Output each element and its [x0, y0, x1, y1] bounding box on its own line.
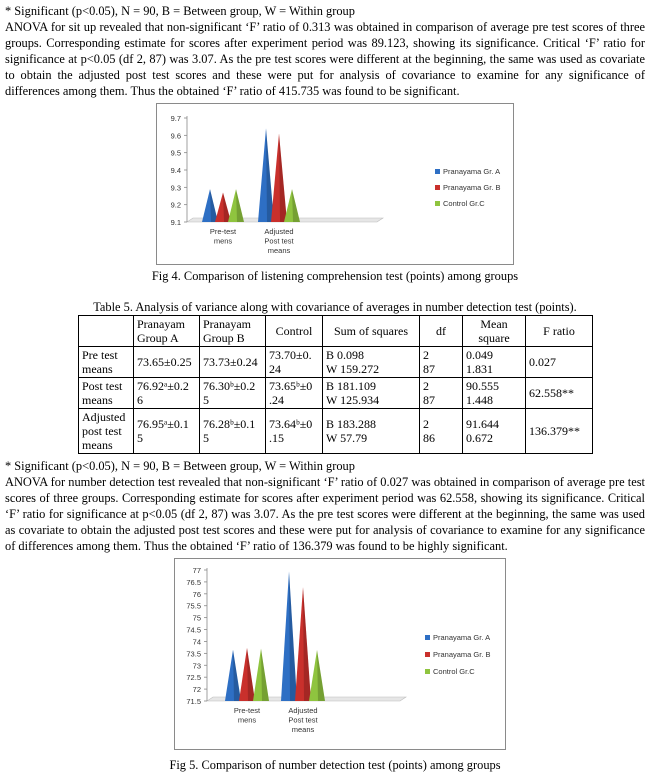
- x-category-label-line: Adjusted: [264, 227, 294, 236]
- y-tick-label: 9.7: [170, 114, 181, 123]
- df-between: 2: [423, 417, 429, 431]
- x-category-label-line: means: [291, 725, 315, 734]
- group-a-cell: 76.92ᵃ±0.2 6: [134, 378, 200, 409]
- table5-caption: Table 5. Analysis of variance along with covariance of averages in number detection test (points).: [93, 300, 577, 314]
- ss-within: W 57.79: [326, 431, 368, 445]
- y-tick-label: 73: [192, 661, 201, 671]
- legend-label: Control Gr.C: [433, 667, 475, 676]
- fig5-caption: Fig 5. Comparison of number detection test (points) among groups: [169, 758, 501, 772]
- y-tick-label: 73.5: [186, 649, 201, 659]
- y-tick-label: 9.3: [170, 183, 181, 193]
- group-a-cell: 73.65±0.25: [134, 347, 200, 378]
- table-row: [79, 378, 593, 409]
- y-tick-label: 9.1: [170, 218, 181, 227]
- ms-between: 0.049: [466, 348, 493, 362]
- f-ratio-cell: 136.379**: [526, 409, 593, 454]
- fig5-chart: [174, 558, 506, 750]
- f-ratio-cell: 62.558**: [526, 378, 593, 409]
- legend-swatch: [425, 652, 430, 657]
- legend-swatch: [425, 635, 430, 640]
- y-tick-label: 72.5: [186, 673, 201, 683]
- df-between: 2: [423, 379, 429, 393]
- fig4-caption: Fig 4. Comparison of listening comprehension test (points) among groups: [151, 269, 519, 283]
- control-cell: 73.64ᵇ±0 .15: [266, 409, 323, 454]
- y-tick-label: 76: [192, 589, 201, 599]
- y-tick-label: 9.5: [170, 148, 181, 158]
- ss-between: B 183.288: [326, 417, 377, 431]
- legend-label: Pranayama Gr. B: [443, 183, 501, 192]
- y-tick-label: 75.5: [186, 601, 201, 611]
- ss-within: W 125.934: [326, 393, 380, 407]
- group-b-cell: 76.28ᵇ±0.1 5: [200, 409, 266, 454]
- legend-swatch: [435, 169, 440, 174]
- bar-shade: [236, 189, 244, 222]
- table-header-cell: Mean square: [463, 316, 526, 347]
- table-header-cell: Sum of squares: [323, 316, 420, 347]
- table-header-cell: [79, 316, 134, 347]
- fig4-plot: [157, 104, 513, 264]
- y-tick-label: 74: [192, 637, 201, 647]
- fig4-chart: [156, 103, 514, 265]
- paragraph-sit-up: ANOVA for sit up revealed that non-significant ‘F’ ratio of 0.313 was obtained in comparison of average pre test scores of three groups. Corresponding estimate for scores after experiment period was 89.123, showing its significance. Critical ‘F’ ratio for significance at p<0.05 (df 2, 87) was 3.07. As the pre test scores were different at the beginning, the same was used as covariate to obtain the adjusted post test scores and these were put for analysis of covariance to examine for any significance of differences among them. Thus the obtained ‘F’ ratio of 415.735 was found to be significant.: [5, 20, 645, 98]
- legend-label: Pranayama Gr. A: [443, 167, 501, 176]
- df-cell: [420, 378, 463, 409]
- df-within: 87: [423, 362, 435, 376]
- x-category-label-line: means: [267, 246, 291, 255]
- y-tick-label: 9.6: [170, 131, 181, 141]
- bar-shade: [279, 134, 287, 222]
- bar-shade: [261, 649, 269, 701]
- y-tick-label: 9.2: [170, 200, 181, 210]
- sum-of-squares-cell: [323, 409, 420, 454]
- table5: [78, 315, 593, 454]
- row-label: Post test means: [79, 378, 134, 409]
- ss-between: B 0.098: [326, 348, 365, 362]
- legend-swatch: [435, 185, 440, 190]
- table-header-cell: F ratio: [526, 316, 593, 347]
- y-tick-label: 71.5: [186, 697, 201, 706]
- row-label: Pre test means: [79, 347, 134, 378]
- y-tick-label: 74.5: [186, 625, 201, 635]
- table-header-cell: Control: [266, 316, 323, 347]
- table-row: [79, 409, 593, 454]
- ms-between: 91.644: [466, 417, 499, 431]
- table-header-cell: df: [420, 316, 463, 347]
- group-b-cell: 76.30ᵇ±0.2 5: [200, 378, 266, 409]
- control-cell: 73.65ᵇ±0 .24: [266, 378, 323, 409]
- x-category-label-line: Pre-test: [233, 706, 261, 715]
- bar-shade: [303, 587, 311, 701]
- bar-shade: [292, 189, 300, 222]
- mean-square-cell: [463, 378, 526, 409]
- legend-swatch: [425, 669, 430, 674]
- table-header-cell: Pranayam Group A: [134, 316, 200, 347]
- table-header-row: [79, 316, 593, 347]
- ss-between: B 181.109: [326, 379, 377, 393]
- group-a-cell: 76.95ᵃ±0.1 5: [134, 409, 200, 454]
- group-b-cell: 73.73±0.24: [200, 347, 266, 378]
- x-category-label-line: Pre-test: [209, 227, 237, 236]
- x-category-label: [288, 706, 318, 734]
- df-cell: [420, 409, 463, 454]
- y-tick-label: 75: [192, 613, 201, 623]
- fig5-plot: [175, 559, 505, 749]
- df-cell: [420, 347, 463, 378]
- legend-label: Control Gr.C: [443, 199, 485, 208]
- y-tick-label: 76.5: [186, 577, 201, 587]
- y-tick-label: 72: [192, 685, 201, 695]
- df-within: 87: [423, 393, 435, 407]
- x-category-label-line: Post test: [288, 715, 318, 725]
- table-header-cell: Pranayam Group B: [200, 316, 266, 347]
- ms-within: 1.831: [466, 362, 493, 376]
- bar-shade: [289, 571, 297, 701]
- x-category-label: [264, 227, 294, 255]
- ms-within: 0.672: [466, 431, 493, 445]
- ss-within: W 159.272: [326, 362, 380, 376]
- bar-shade: [247, 648, 255, 701]
- bar-shade: [233, 650, 241, 701]
- table-row: [79, 347, 593, 378]
- bar-shade: [317, 650, 325, 701]
- df-within: 86: [423, 431, 435, 445]
- significance-note-top: * Significant (p<0.05), N = 90, B = Between group, W = Within group: [5, 4, 355, 18]
- y-tick-label: 9.4: [170, 166, 181, 175]
- row-label: Adjusted post test means: [79, 409, 134, 454]
- x-category-label: [210, 227, 237, 246]
- x-category-label-line: mens: [237, 715, 257, 725]
- significance-note-bottom: * Significant (p<0.05), N = 90, B = Between group, W = Within group: [5, 459, 355, 473]
- y-tick-label: 77: [192, 566, 201, 575]
- control-cell: 73.70±0. 24: [266, 347, 323, 378]
- mean-square-cell: [463, 409, 526, 454]
- x-category-label-line: Adjusted: [288, 706, 318, 715]
- ms-within: 1.448: [466, 393, 493, 407]
- f-ratio-cell: 0.027: [526, 347, 593, 378]
- mean-square-cell: [463, 347, 526, 378]
- legend-swatch: [435, 201, 440, 206]
- legend-label: Pranayama Gr. B: [433, 650, 491, 659]
- df-between: 2: [423, 348, 429, 362]
- x-category-label-line: mens: [213, 236, 233, 246]
- x-category-label-line: Post test: [264, 236, 294, 246]
- legend-label: Pranayama Gr. A: [433, 633, 491, 642]
- sum-of-squares-cell: [323, 378, 420, 409]
- ms-between: 90.555: [466, 379, 499, 393]
- paragraph-number-detection: ANOVA for number detection test revealed that non-significant ‘F’ ratio of 0.027 was obtained in comparison of average pre test scores of three groups. Corresponding estimate for scores after experiment period was 62.558, showing its significance. Critical ‘F’ ratio for significance at p<0.05 (df 2, 87) was 3.07. As the pre test scores were different at the beginning, the same was used as covariate to obtain the adjusted post test scores and these were put for analysis of covariance to examine for any significance of differences among them. Thus the obtained ‘F’ ratio of 136.379 was found to be highly significant.: [5, 475, 645, 553]
- sum-of-squares-cell: [323, 347, 420, 378]
- x-category-label: [234, 706, 261, 725]
